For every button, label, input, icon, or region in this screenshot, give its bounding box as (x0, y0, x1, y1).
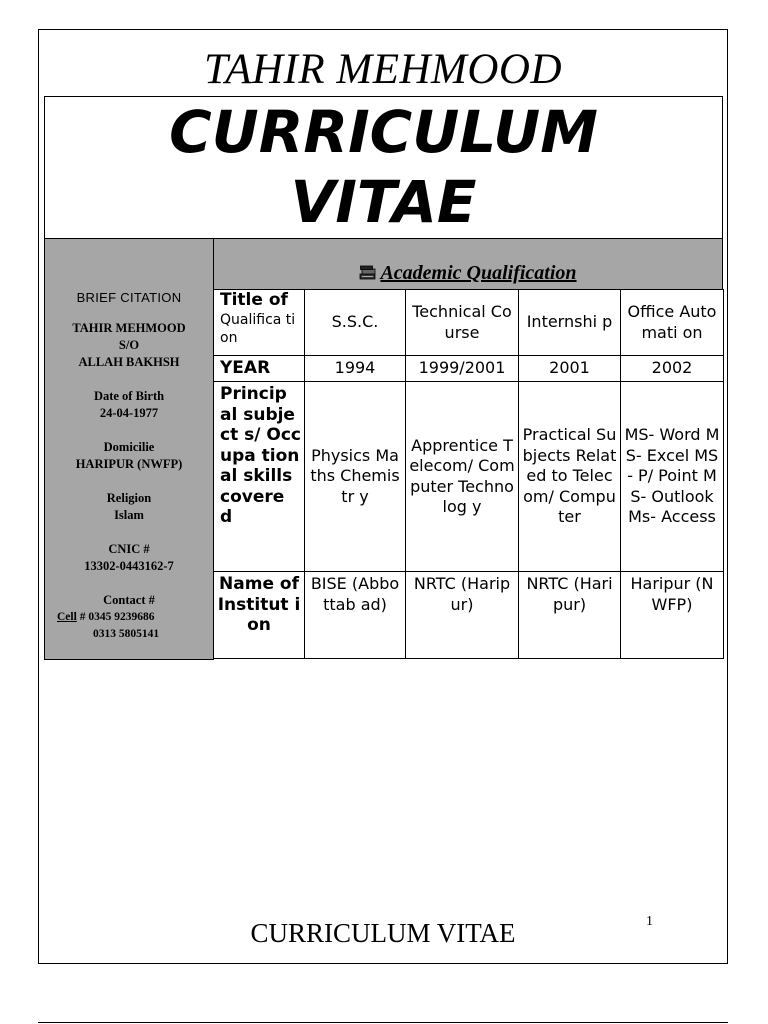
institution-cell: BISE (Abbottab ad) (305, 572, 406, 659)
academic-qualification-header (213, 238, 723, 290)
cnic-value: 13302-0443162-7 (84, 559, 174, 573)
subjects-cell: Apprentice Telecom/ Computer Technolog y (406, 382, 519, 572)
cell-number-1: # 0345 9239686 (79, 611, 155, 623)
brief-citation-sidebar (44, 238, 214, 660)
religion-label: Religion (106, 491, 152, 505)
contact-label: Contact # (103, 593, 155, 607)
bottom-rule (38, 1022, 728, 1023)
sidebar-name: TAHIR MEHMOOD (72, 321, 186, 335)
institution-cell: NRTC (Haripur) (406, 572, 519, 659)
year-cell: 2001 (519, 356, 621, 382)
page-number: 1 (646, 914, 653, 929)
domicile-label: Domicilie (103, 440, 155, 454)
cell-line-1 (45, 609, 213, 626)
religion-value: Islam (114, 508, 144, 522)
title-cell: S.S.C. (305, 290, 406, 356)
year-row-label: YEAR (214, 356, 305, 382)
institution-cell: NRTC (Haripur) (519, 572, 621, 659)
table-row (214, 356, 724, 382)
title-cell: Internshi p (519, 290, 621, 356)
sidebar-father: ALLAH BAKHSH (78, 355, 180, 369)
cell-label: Cell (57, 611, 77, 623)
title-cell: Office Automati on (621, 290, 724, 356)
institution-row-label: Name of Institut ion (214, 572, 305, 659)
footer-title: CURRICULUM VITAE (250, 918, 516, 948)
cnic-label: CNIC # (108, 542, 150, 556)
table-row (214, 290, 724, 356)
domicile-value: HARIPUR (NWFP) (75, 457, 183, 471)
cv-title-line1: CURRICULUM (169, 98, 598, 166)
cv-title-box (44, 96, 723, 239)
qualification-table (213, 289, 724, 659)
table-row (214, 572, 724, 659)
academic-qualification-title: Academic Qualification (380, 262, 577, 284)
cell-number-2: 0313 5805141 (93, 628, 160, 640)
year-cell: 1994 (305, 356, 406, 382)
cv-title-line2: VITAE (290, 168, 477, 236)
table-row (214, 382, 724, 572)
applicant-name: TAHIR MEHMOOD (204, 46, 562, 93)
brief-citation-heading: BRIEF CITATION (76, 290, 182, 305)
subjects-cell: Practical Subjects Related to Telecom/ Computer (519, 382, 621, 572)
books-icon (359, 265, 377, 281)
dob-label: Date of Birth (93, 389, 165, 403)
title-cell: Technical Course (406, 290, 519, 356)
subjects-cell: MS- Word MS- Excel MS- P/ Point MS- Outlook Ms- Access (621, 382, 724, 572)
subjects-row-label: Princip al subject s/ Occupa tional skills covere d (214, 382, 305, 572)
institution-cell: Haripur (NWFP) (621, 572, 724, 659)
dob-value: 24-04-1977 (99, 406, 159, 420)
year-cell: 2002 (621, 356, 724, 382)
title-row-label (214, 290, 305, 356)
title-label-line1: Title of (220, 290, 288, 310)
sidebar-relation: S/O (118, 338, 140, 352)
title-label-line2: Qualifica tion (220, 311, 296, 346)
year-cell: 1999/2001 (406, 356, 519, 382)
subjects-cell: Physics Maths Chemistr y (305, 382, 406, 572)
